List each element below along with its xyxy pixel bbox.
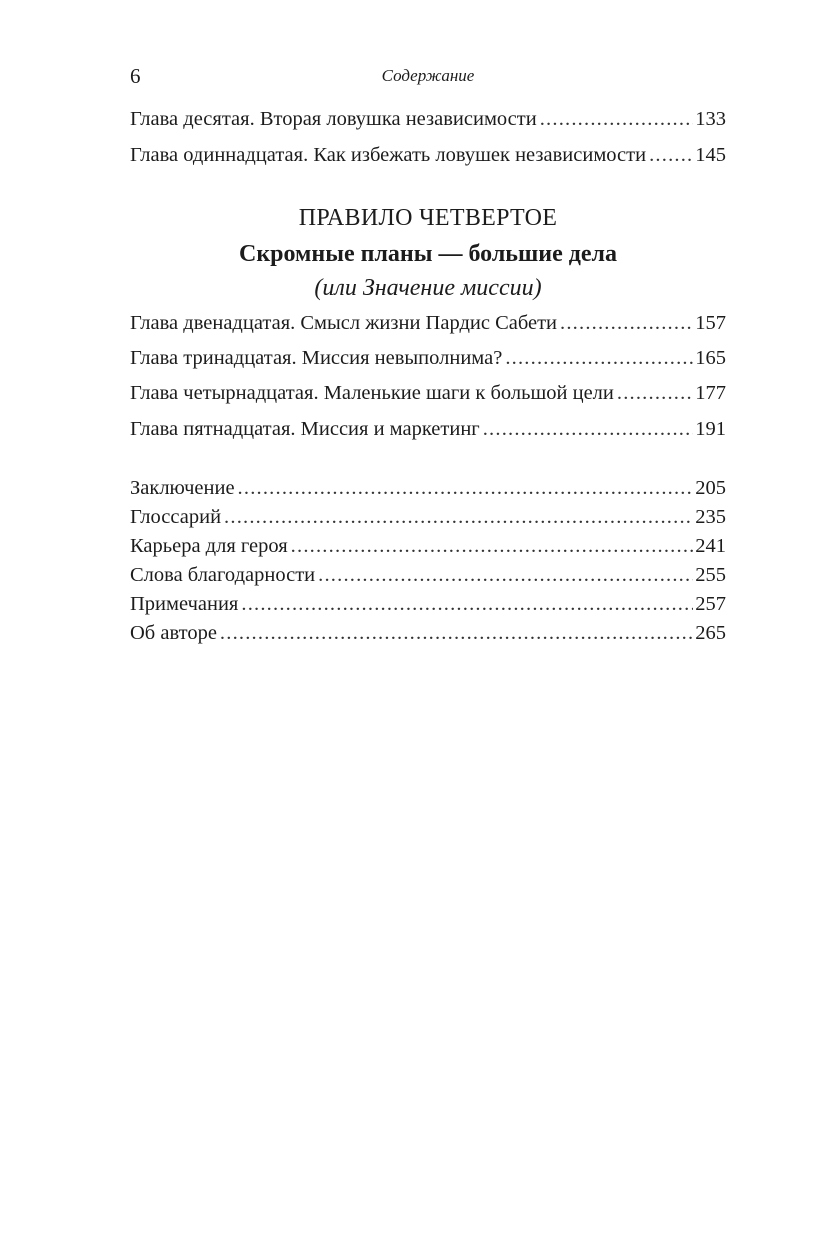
toc-entry-page: 257 xyxy=(695,593,726,615)
toc-entry-label: Примечания xyxy=(130,593,239,615)
toc-entry-label: Глоссарий xyxy=(130,506,222,528)
toc-entry xyxy=(130,502,726,532)
toc-entry xyxy=(130,531,726,561)
page-number: 6 xyxy=(130,64,141,88)
toc-entry xyxy=(130,308,726,338)
toc-entry-label: Глава пятнадцатая. Миссия и маркетинг xyxy=(130,418,480,440)
dot-leader xyxy=(540,104,694,134)
toc-entry-page: 241 xyxy=(695,535,726,557)
toc-entry xyxy=(130,378,726,408)
dot-leader xyxy=(220,618,693,648)
section-note: (или Значение миссии) xyxy=(314,275,542,301)
toc-entry xyxy=(130,104,726,134)
dot-leader xyxy=(560,308,693,338)
dot-leader xyxy=(238,473,694,503)
toc-entry-page: 177 xyxy=(695,382,726,404)
dot-leader xyxy=(291,531,694,561)
toc-entry-page: 255 xyxy=(695,564,726,586)
toc-entry-label: Глава десятая. Вторая ловушка независимости xyxy=(130,108,537,130)
toc-entry xyxy=(130,618,726,648)
toc-entry-page: 265 xyxy=(695,622,726,644)
dot-leader xyxy=(617,378,693,408)
toc-entry-page: 145 xyxy=(695,144,726,166)
toc-entry-label: Об авторе xyxy=(130,622,217,644)
dot-leader xyxy=(483,414,694,444)
dot-leader xyxy=(224,502,693,532)
toc-entry-page: 165 xyxy=(695,347,726,369)
toc-entry-label: Глава одиннадцатая. Как избежать ловушек независимости xyxy=(130,144,647,166)
toc-entry xyxy=(130,414,726,444)
dot-leader xyxy=(505,343,693,373)
toc-entry-label: Заключение xyxy=(130,477,235,499)
running-head xyxy=(130,62,726,90)
toc-entry-page: 235 xyxy=(695,506,726,528)
toc-entry-label: Глава тринадцатая. Миссия невыполнима? xyxy=(130,347,503,369)
section-title: ПРАВИЛО ЧЕТВЕРТОЕ xyxy=(298,205,558,231)
toc-entry-label: Глава четырнадцатая. Маленькие шаги к большой цели xyxy=(130,382,614,404)
toc-entry-page: 133 xyxy=(695,108,726,130)
section-subtitle: Скромные планы — большие дела xyxy=(239,241,617,267)
dot-leader xyxy=(649,140,693,170)
dot-leader xyxy=(241,589,693,619)
toc-entry xyxy=(130,473,726,503)
running-title: Содержание xyxy=(381,66,475,85)
dot-leader xyxy=(318,560,693,590)
toc-entry xyxy=(130,343,726,373)
toc-entry xyxy=(130,140,726,170)
toc-entry-label: Карьера для героя xyxy=(130,535,288,557)
toc-entry-label: Слова благодарности xyxy=(130,564,316,586)
toc-entry-page: 191 xyxy=(695,418,726,440)
toc-entry-page: 157 xyxy=(695,312,726,334)
toc-entry xyxy=(130,589,726,619)
toc-entry xyxy=(130,560,726,590)
toc-entry-label: Глава двенадцатая. Смысл жизни Пардис Сабети xyxy=(130,312,558,334)
toc-entry-page: 205 xyxy=(695,477,726,499)
